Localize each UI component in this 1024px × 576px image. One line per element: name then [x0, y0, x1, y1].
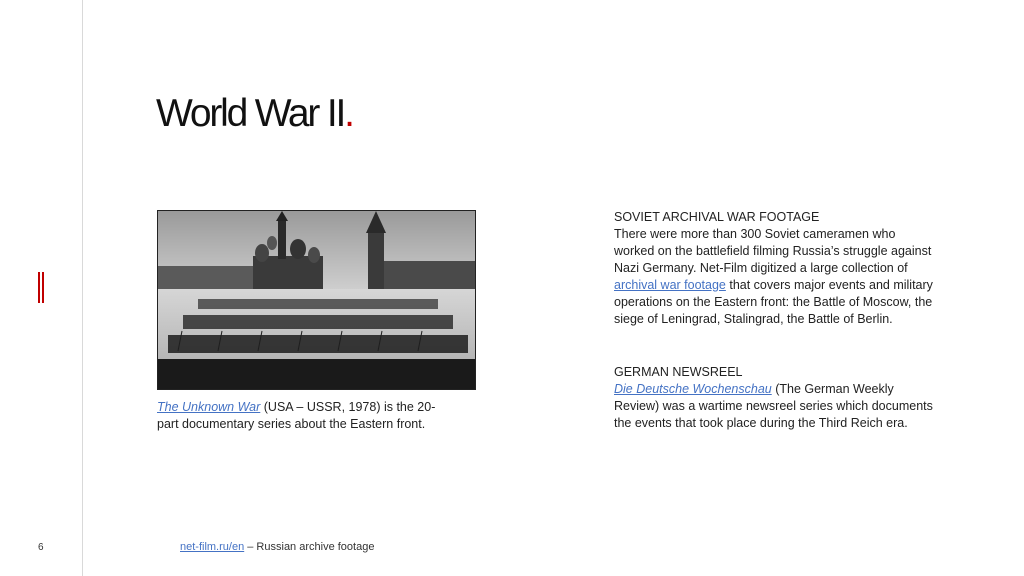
- title-dot: .: [344, 92, 353, 135]
- archival-footage-link[interactable]: archival war footage: [614, 278, 726, 292]
- footer-source: [180, 541, 374, 553]
- photo-caption: [157, 399, 447, 433]
- slide-title: [156, 92, 353, 136]
- german-heading: GERMAN NEWSREEL: [614, 365, 743, 379]
- soviet-text-after: that covers major events and military operations on the Eastern front: the Battle of Moscow, the siege of Leningrad, Stalingrad, the Battle of Berlin.: [614, 278, 933, 326]
- soviet-heading: SOVIET ARCHIVAL WAR FOOTAGE: [614, 210, 820, 224]
- soviet-footage-section: [614, 209, 934, 328]
- net-film-link[interactable]: net-film.ru/en: [180, 541, 245, 553]
- accent-bars: [38, 272, 46, 303]
- german-text: (The German Weekly Review) was a wartime newsreel series which documents the events that took place during the Third Reich era.: [614, 382, 933, 430]
- caption-text: (USA – USSR, 1978) is the 20-part documentary series about the Eastern front.: [157, 400, 436, 431]
- wochenschau-link[interactable]: Die Deutsche Wochenschau: [614, 382, 772, 396]
- parade-photo: [157, 210, 476, 390]
- footer-text: – Russian archive footage: [244, 541, 375, 553]
- german-newsreel-section: [614, 364, 934, 432]
- soviet-text-before: There were more than 300 Soviet cameramen who worked on the battlefield filming Russia’s struggle against Nazi Germany. Net-Film digitized a large collection of: [614, 227, 932, 275]
- title-text: World War II: [156, 92, 345, 135]
- unknown-war-link[interactable]: The Unknown War: [157, 400, 261, 414]
- slide-number: 6: [38, 542, 44, 553]
- sidebar-divider: [82, 0, 83, 576]
